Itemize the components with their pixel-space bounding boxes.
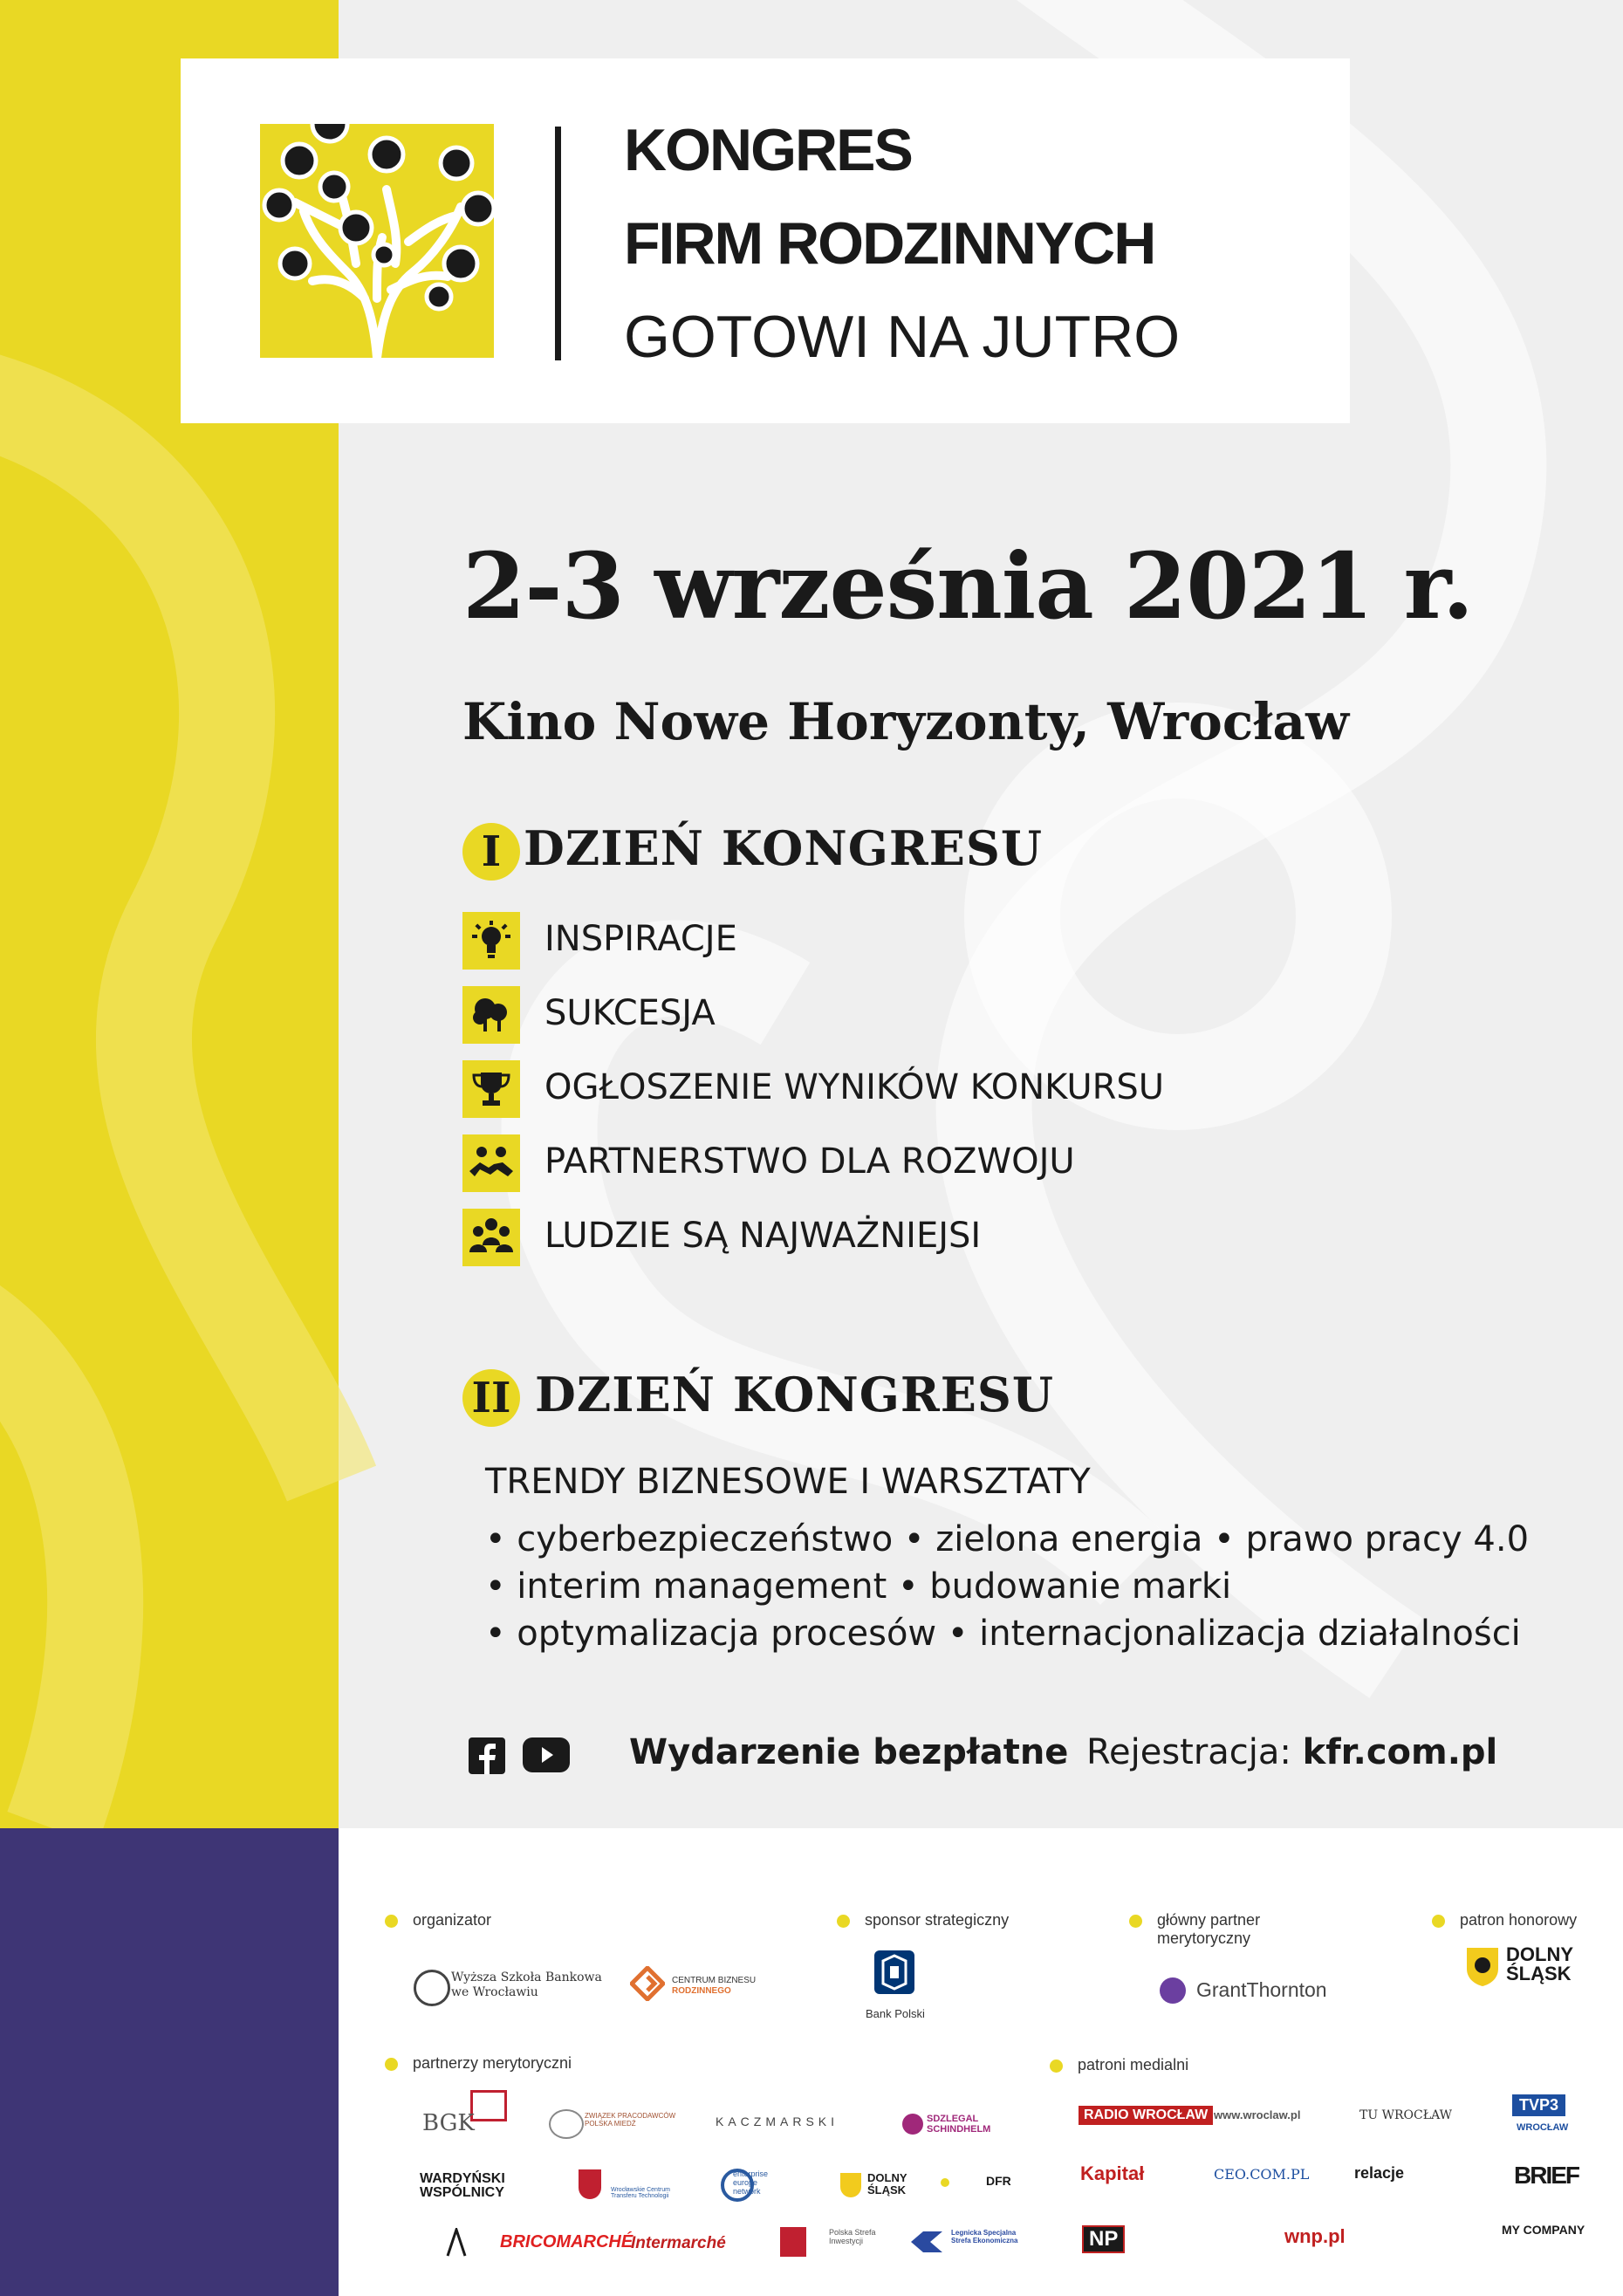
honorary-patron-label: patron honorowy [1460,1911,1578,1929]
youtube-icon[interactable] [523,1737,570,1772]
tu-wroclaw-logo: TU WROCŁAW [1359,2108,1453,2122]
main-partner-label-line1: główny partner [1157,1911,1261,1929]
partners-label: partnerzy merytoryczni [413,2054,572,2072]
dolny-slask-small-crest-icon [840,2173,861,2197]
my-company-logo: MY COMPANY [1502,2223,1585,2237]
congress-title-line1: KONGRES [624,117,912,183]
day2-topic-line: • optymalizacja procesów • internacjonalizacja działalności [485,1614,1521,1654]
radio-wroclaw-logo: RADIO WROCŁAW [1079,2106,1213,2125]
pko-logo-icon [874,1950,914,1994]
day2-numeral: II [462,1369,520,1427]
main-partner-label [1157,1911,1260,1948]
triangle-logo-icon [444,2228,467,2258]
day2-topic-line: • cyberbezpieczeństwo • zielona energia • prawo pracy 4.0 [485,1519,1530,1559]
day2-subheading: TRENDY BIZNESOWE I WARSZTATY [485,1462,1091,1502]
day1-heading: DZIEŃ KONGRESU [524,820,1043,876]
dolny-slask-crest-icon [1465,1946,1500,1986]
brief-logo: BRIEF [1514,2162,1578,2189]
lsse-logo: Legnicka Specjalna Strefa Ekonomiczna [951,2229,1018,2245]
registration-label: Rejestracja: [1086,1732,1303,1772]
bgk-logo: BGK [422,2110,475,2136]
bullet-dot [1129,1915,1142,1928]
event-date: 2-3 września 2021 r. [462,532,1474,640]
cbr-logo-icon [630,1966,665,2001]
bgk-logo-icon [470,2090,507,2121]
polska-miedz-logo: ZWIĄZEK PRACODAWCÓW POLSKA MIEDŹ [585,2112,676,2128]
dfr-dot-icon [941,2178,949,2187]
congress-title-line2: FIRM RODZINNYCH [624,210,1155,277]
sdzlegal-icon [902,2114,923,2135]
wsb-logo-line2: we Wrocławiu [451,1985,538,1999]
psi-logo-icon [780,2227,806,2257]
dolny-slask-logo [1506,1945,1573,1984]
dfr-logo: DFR [986,2174,1011,2188]
cbr-logo-line1: CENTRUM BIZNESU [672,1976,757,1985]
header-divider [555,127,561,360]
wctt-logo: Wrocławskie Centrum Transferu Technologii [611,2187,670,2199]
wsb-logo-line1: Wyższa Szkoła Bankowa [451,1970,602,1984]
polska-miedz-badge-icon [549,2109,584,2139]
event-venue: Kino Nowe Horyzonty, Wrocław [462,692,1349,751]
dolny-slask-line1: DOLNY [1506,1943,1573,1965]
ceo-logo: CEO.COM.PL [1214,2166,1310,2183]
relacje-logo: relacje [1354,2164,1405,2182]
agenda-item-label: SUKCESJA [544,993,716,1033]
bullet-dot [385,1915,398,1928]
main-partner-label-line2: merytoryczny [1157,1929,1251,1947]
organizer-label: organizator [413,1911,492,1929]
dolny-slask-line2: ŚLĄSK [1506,1963,1572,1984]
congress-subtitle: GOTOWI NA JUTRO [624,304,1181,370]
kapital-logo: Kapitał [1080,2162,1145,2184]
people-icon [462,1209,520,1266]
agenda-item-label: LUDZIE SĄ NAJWAŻNIEJSI [544,1216,982,1256]
purple-side-band [0,1828,339,2296]
kaczmarski-logo: KACZMARSKI [716,2114,839,2128]
een-logo: enterprise europe network [733,2169,769,2196]
sdzlegal-logo: SDZLEGAL SCHINDHELM [927,2114,991,2135]
agenda-item-label: INSPIRACJE [544,919,737,959]
dolny-slask-small-logo: DOLNY ŚLĄSK [867,2171,907,2197]
grant-thornton-logo: GrantThornton [1196,1978,1327,2001]
bullet-dot [837,1915,850,1928]
lightbulb-icon [462,912,520,970]
day2-topic-line: • interim management • budowanie marki [485,1566,1232,1607]
psi-logo: Polska Strefa Inwestycji [829,2228,876,2245]
strategic-sponsor-label: sponsor strategiczny [865,1911,1010,1929]
agenda-item-label: OGŁOSZENIE WYNIKÓW KONKURSU [544,1067,1165,1107]
facebook-icon[interactable] [469,1737,505,1774]
day2-heading: DZIEŃ KONGRESU [535,1367,1054,1422]
bullet-dot [1432,1915,1445,1928]
bricomarche-logo: BRICOMARCHÉ [500,2232,633,2251]
wroclaw-polytechnic-crest-icon [579,2169,601,2199]
bullet-dot [1050,2060,1063,2073]
tvp3-wroclaw-label: WROCŁAW [1517,2122,1569,2133]
wardynski-logo: WARDYŃSKI WSPÓLNICY [420,2171,505,2200]
tvp3-logo: TVP3 [1512,2094,1565,2116]
trophy-icon [462,1060,520,1118]
day1-numeral: I [462,823,520,881]
lsse-logo-icon [907,2229,946,2255]
tree-icon [260,124,494,358]
wroclaw-pl-logo: www.wroclaw.pl [1214,2108,1301,2121]
registration-line [1086,1732,1497,1772]
handshake-icon [462,1134,520,1192]
cbr-logo-line2: RODZINNEGO [672,1986,731,1996]
free-event-label: Wydarzenie bezpłatne [629,1732,1069,1772]
media-patrons-label: patroni medialni [1078,2056,1189,2073]
wsb-seal-icon [414,1970,450,2006]
intermarche-logo: Intermarché [631,2234,726,2252]
pko-logo-label: Bank Polski [866,2007,925,2020]
registration-link[interactable]: kfr.com.pl [1302,1732,1498,1772]
grant-thornton-icon [1160,1977,1186,2004]
cbr-logo [672,1976,756,1997]
wsb-logo [451,1970,602,2000]
bullet-dot [385,2058,398,2071]
agenda-item-label: PARTNERSTWO DLA ROZWOJU [544,1141,1075,1182]
np-logo: NP [1082,2225,1125,2253]
tree-logo [260,124,494,358]
wnp-logo: wnp.pl [1284,2225,1346,2247]
trees-icon [462,986,520,1044]
